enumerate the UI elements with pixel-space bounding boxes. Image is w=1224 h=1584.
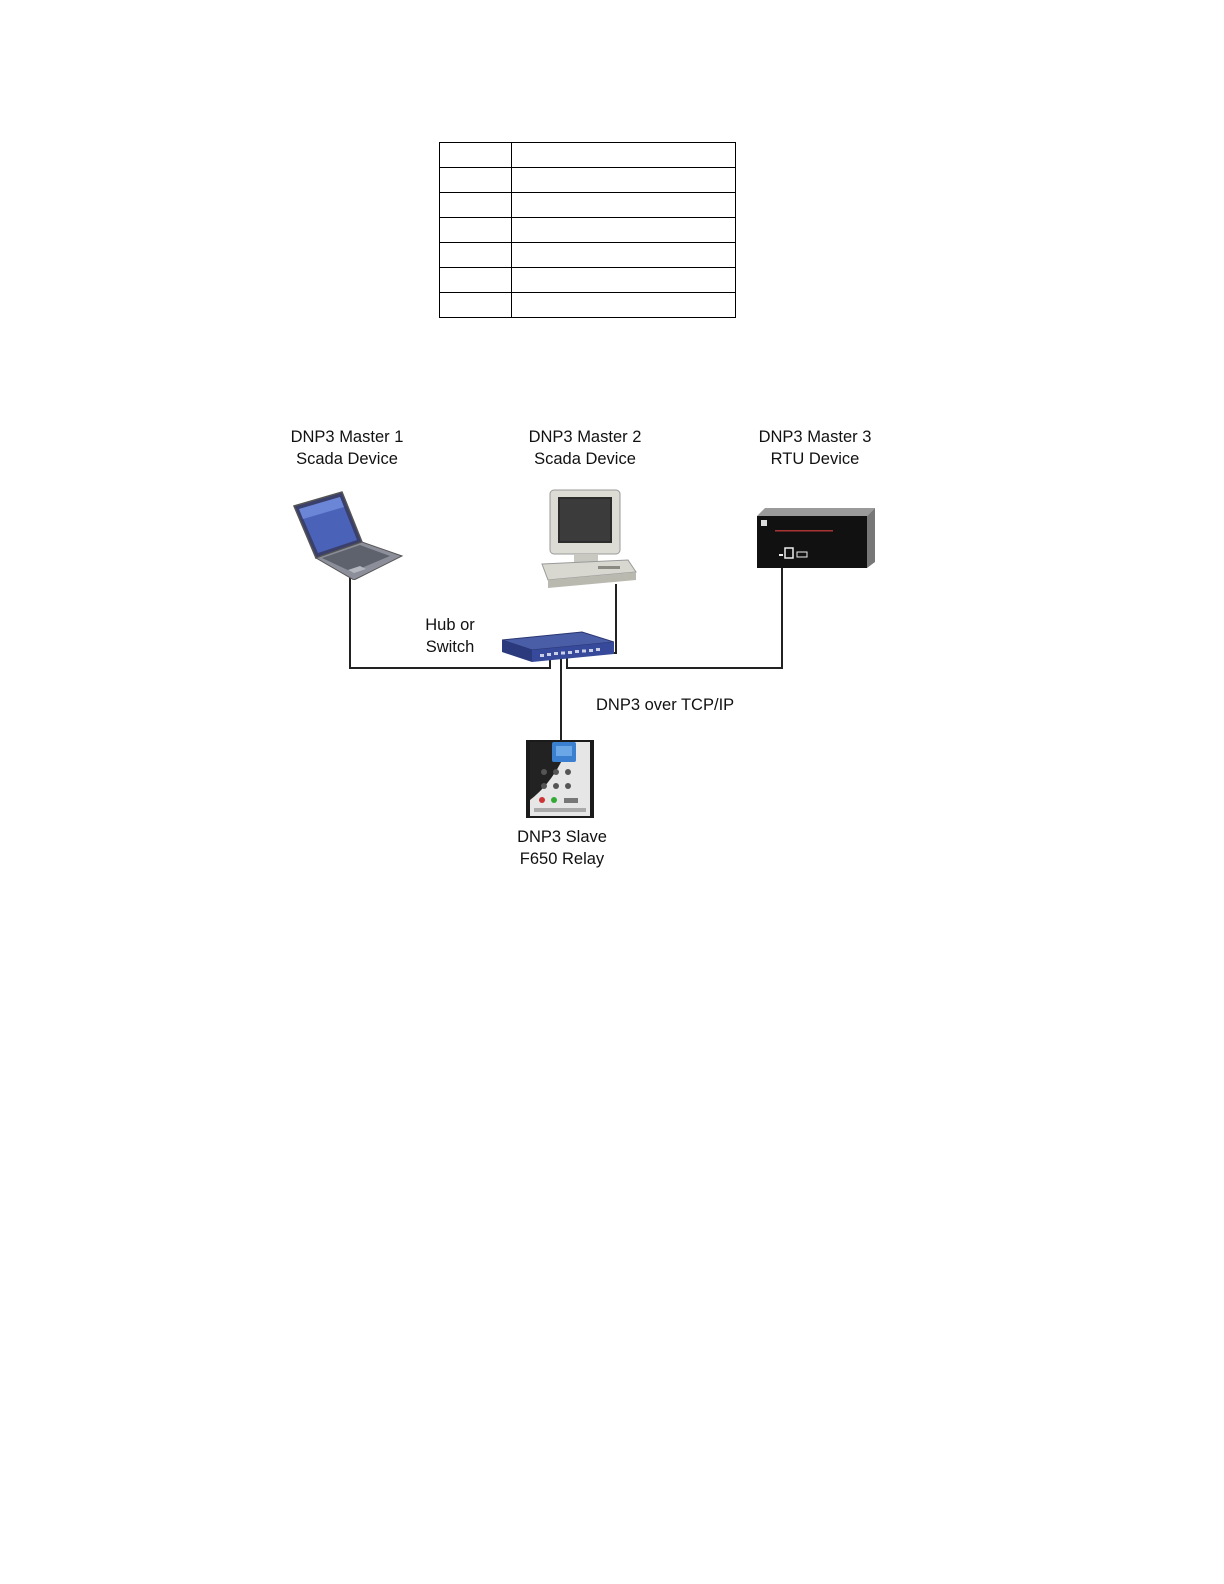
slave-label-line2: F650 Relay bbox=[519, 850, 605, 868]
wire-hub-to-slave bbox=[560, 654, 562, 742]
link-label bbox=[596, 694, 734, 716]
network-switch-icon bbox=[502, 630, 614, 664]
wire-master1-down bbox=[349, 576, 351, 668]
hub-label-line1: Hub or bbox=[425, 616, 475, 634]
hub-label bbox=[410, 614, 490, 658]
slave-label-line1: DNP3 Slave bbox=[517, 828, 607, 846]
master1-label-line2: Scada Device bbox=[296, 450, 398, 468]
rtu-box-icon bbox=[757, 508, 875, 570]
slave-label bbox=[487, 826, 637, 870]
desktop-pc-icon bbox=[538, 488, 638, 592]
master1-label bbox=[272, 426, 422, 470]
master2-label-line2: Scada Device bbox=[534, 450, 636, 468]
wire-master3-down bbox=[781, 566, 783, 669]
wire-master3-to-hub bbox=[566, 667, 783, 669]
master2-label-line1: DNP3 Master 2 bbox=[528, 428, 642, 446]
master1-label-line1: DNP3 Master 1 bbox=[290, 428, 404, 446]
hub-label-line2: Switch bbox=[425, 638, 475, 656]
master3-label bbox=[740, 426, 890, 470]
relay-icon bbox=[526, 740, 594, 818]
wire-master1-to-hub bbox=[349, 667, 550, 669]
master2-label bbox=[510, 426, 660, 470]
wire-master2-down bbox=[615, 584, 617, 653]
laptop-icon bbox=[290, 490, 410, 580]
master3-label-line2: RTU Device bbox=[770, 450, 860, 468]
master3-label-line1: DNP3 Master 3 bbox=[758, 428, 872, 446]
link-label-text: DNP3 over TCP/IP bbox=[596, 696, 735, 714]
